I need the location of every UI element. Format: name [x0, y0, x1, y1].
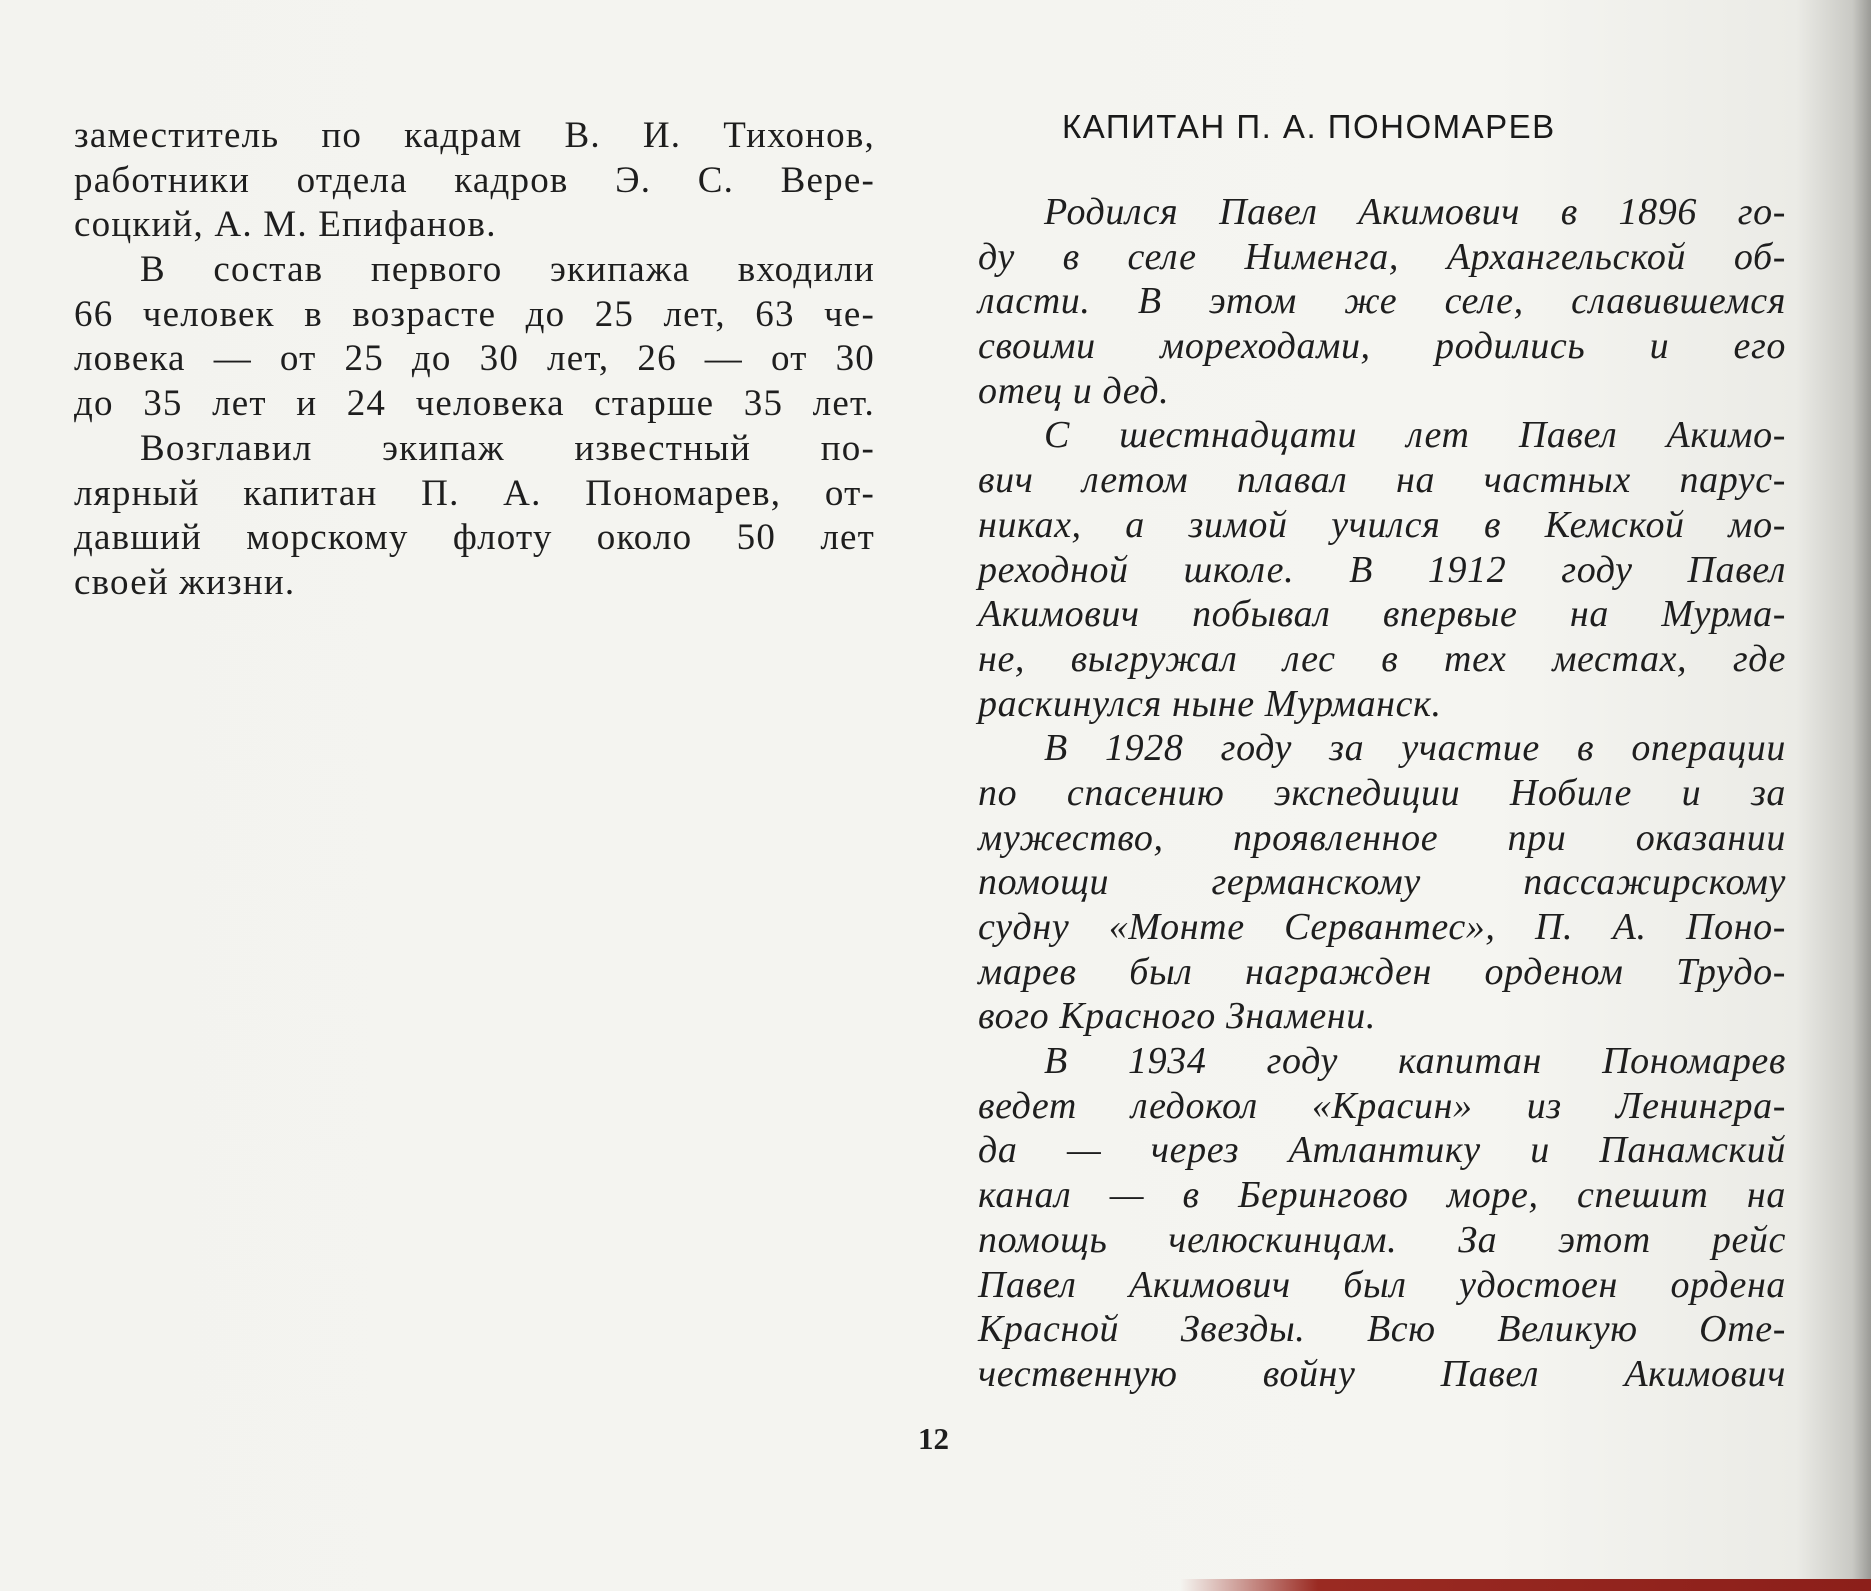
text-line: заместитель по кадрам В. И. Тихонов,: [74, 115, 875, 156]
right-column-text: [978, 190, 1786, 1397]
text-line: лярный капитан П. А. Пономарев, от-: [74, 472, 875, 514]
text-line: чественную войну Павел Акимович: [978, 1352, 1786, 1395]
text-line: раскинулся ныне Мурманск.: [978, 682, 1442, 725]
text-line: ласти. В этом же селе, славившемся: [978, 280, 1786, 323]
text-line: ловека — от 25 до 30 лет, 26 — от 30: [74, 338, 875, 380]
text-line: ведет ледокол «Красин» из Ленингра-: [978, 1084, 1786, 1127]
text-line: вого Красного Знамени.: [978, 995, 1376, 1038]
text-line: В 1928 году за участие в операции: [1044, 727, 1786, 770]
text-line: своей жизни.: [74, 561, 296, 603]
text-line: никах, а зимой учился в Кемской мо-: [978, 503, 1786, 546]
text-line: судну «Монте Сервантес», П. А. Поно-: [978, 906, 1786, 948]
book-cover-edge: [1180, 1579, 1871, 1591]
text-line: да — через Атлантику и Панамский: [978, 1129, 1786, 1172]
text-line: Красной Звезды. Всю Великую Оте-: [978, 1308, 1786, 1351]
text-line: мужество, проявленное при оказании: [978, 816, 1786, 859]
text-line: реходной школе. В 1912 году Павел: [978, 548, 1786, 591]
page-number: 12: [918, 1421, 949, 1456]
text-line: отец и дед.: [978, 369, 1170, 412]
text-line: В состав первого экипажа входили: [140, 249, 875, 291]
text-line: не, выгружал лес в тех местах, где: [978, 637, 1786, 680]
text-line: канал — в Берингово море, спешит на: [978, 1174, 1786, 1217]
text-line: 66 человек в возрасте до 25 лет, 63 че-: [74, 293, 875, 335]
text-line: ду в селе Нименга, Архангельской об-: [978, 235, 1786, 278]
text-line: помощи германскому пассажирскому: [978, 861, 1786, 904]
text-line: до 35 лет и 24 человека старше 35 лет.: [74, 383, 875, 425]
text-line: Возглавил экипаж известный по-: [140, 427, 875, 469]
text-line: В 1934 году капитан Пономарев: [1044, 1040, 1786, 1083]
text-line: Акимович побывал впервые на Мурма-: [978, 593, 1786, 636]
text-line: Павел Акимович был удостоен ордена: [978, 1263, 1786, 1306]
text-line: своими мореходами, родились и его: [978, 325, 1786, 368]
text-line: С шестнадцати лет Павел Акимо-: [1044, 414, 1786, 457]
text-line: соцкий, А. М. Епифанов.: [74, 204, 497, 246]
left-column-text: [74, 114, 875, 606]
text-line: работники отдела кадров Э. С. Вере-: [74, 159, 875, 201]
chapter-heading: КАПИТАН П. А. ПОНОМАРЕВ: [1062, 108, 1556, 145]
text-line: давший морскому флоту около 50 лет: [74, 517, 875, 559]
text-line: Родился Павел Акимович в 1896 го-: [1044, 191, 1786, 233]
text-line: марев был награжден орденом Трудо-: [978, 950, 1786, 993]
text-line: вич летом плавал на частных парус-: [978, 459, 1786, 502]
text-line: помощь челюскинцам. За этот рейс: [978, 1218, 1786, 1261]
text-line: по спасению экспедиции Нобиле и за: [978, 771, 1786, 814]
